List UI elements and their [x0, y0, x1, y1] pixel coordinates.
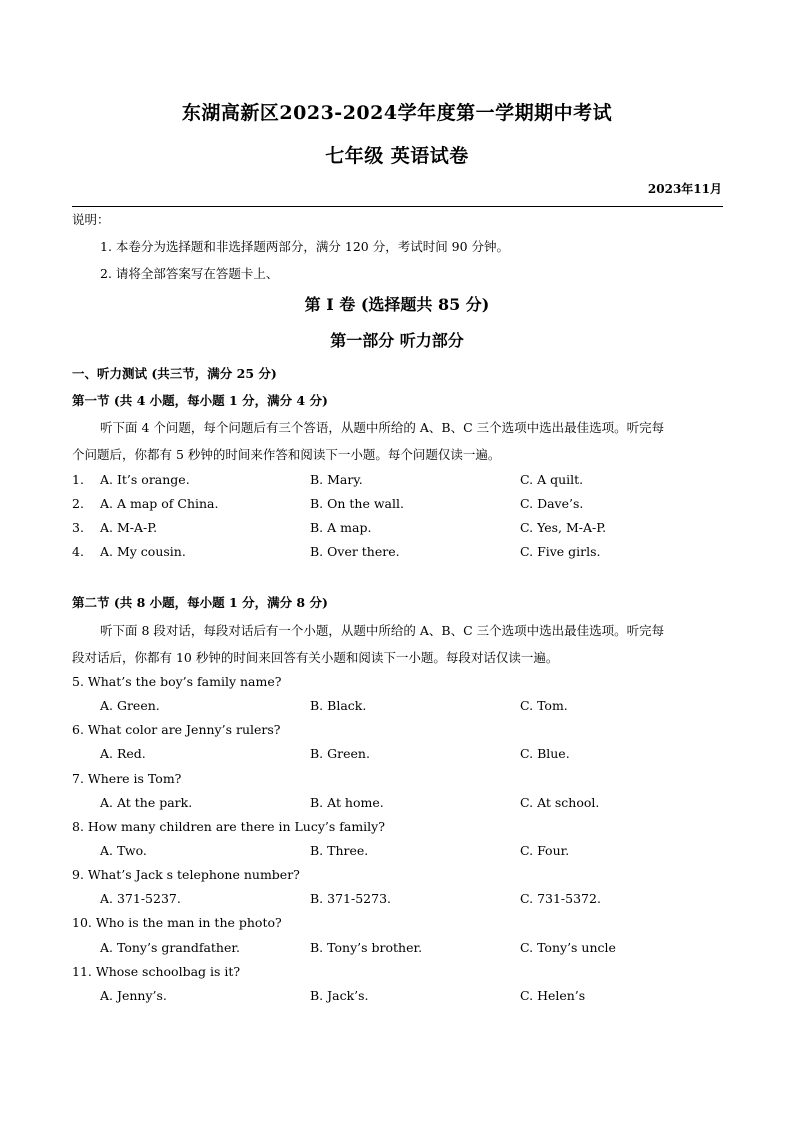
header-divider — [72, 206, 723, 207]
question-stem: 7. Where is Tom? — [72, 771, 182, 786]
options-row — [72, 843, 732, 861]
option-b: B. Over there. — [310, 544, 400, 559]
question-row — [72, 520, 732, 538]
question-number: 4. — [72, 544, 84, 559]
question-stem: 8. How many children are there in Lucy’s family? — [72, 819, 385, 834]
option-a: A. At the park. — [100, 795, 193, 810]
options-row — [72, 891, 732, 909]
options-row — [72, 988, 732, 1006]
options-row — [72, 698, 732, 716]
exam-date: 2023年11月 — [647, 182, 722, 196]
option-a: A. M-A-P. — [100, 520, 158, 535]
option-a: A. Green. — [100, 698, 160, 713]
question-stem: 10. Who is the man in the photo? — [72, 915, 282, 930]
option-a: A. Jenny’s. — [100, 988, 167, 1003]
section2-heading: 第二节 (共 8 小题，每小题 1 分，满分 8 分) — [72, 595, 328, 610]
option-b: B. Green. — [310, 746, 370, 761]
option-c: C. 731-5372. — [520, 891, 601, 906]
question-stem: 6. What color are Jenny’s rulers? — [72, 722, 281, 737]
instruction-item-1: 1. 本卷分为选择题和非选择题两部分，满分 120 分，考试时间 90 分钟。 — [100, 239, 510, 254]
option-a: A. Tony’s grandfather. — [100, 940, 240, 955]
question-stem: 5. What’s the boy’s family name? — [72, 674, 282, 689]
option-b: B. On the wall. — [310, 496, 404, 511]
instructions-label: 说明： — [72, 212, 110, 227]
option-b: B. Mary. — [310, 472, 363, 487]
listening-heading: 一、听力测试 (共三节，满分 25 分) — [72, 366, 277, 381]
option-a: A. Red. — [100, 746, 146, 761]
option-c: C. Yes, M-A-P. — [520, 520, 607, 535]
section2-instruction-line1: 听下面 8 段对话，每段对话后有一个小题，从题中所给的 A、B、C 三个选项中选出最佳选项。听完每 — [100, 623, 665, 638]
option-c: C. At school. — [520, 795, 600, 810]
option-c: C. Dave’s. — [520, 496, 584, 511]
option-c: C. Blue. — [520, 746, 570, 761]
question-number: 2. — [72, 496, 84, 511]
options-row — [72, 746, 732, 764]
question-number: 1. — [72, 472, 84, 487]
part-title: 第一部分 听力部分 — [330, 331, 464, 350]
options-row — [72, 940, 732, 958]
option-c: C. Tony’s uncle — [520, 940, 616, 955]
options-row — [72, 795, 732, 813]
question-stem: 9. What’s Jack s telephone number? — [72, 867, 300, 882]
option-b: B. Tony’s brother. — [310, 940, 423, 955]
option-a: A. Two. — [100, 843, 147, 858]
question-row — [72, 496, 732, 514]
option-b: B. A map. — [310, 520, 372, 535]
instruction-item-2: 2. 请将全部答案写在答题卡上、 — [100, 266, 279, 281]
option-a: A. My cousin. — [100, 544, 186, 559]
question-stem: 11. Whose schoolbag is it? — [72, 964, 241, 979]
option-a: A. It’s orange. — [100, 472, 190, 487]
option-b: B. Black. — [310, 698, 367, 713]
option-c: C. Tom. — [520, 698, 568, 713]
volume-title: 第 I 卷 (选择题共 85 分) — [304, 295, 490, 314]
exam-subtitle: 七年级 英语试卷 — [325, 145, 469, 167]
option-a: A. A map of China. — [100, 496, 219, 511]
question-row — [72, 472, 732, 490]
question-row — [72, 544, 732, 562]
section1-instruction-line1: 听下面 4 个问题，每个问题后有三个答语，从题中所给的 A、B、C 三个选项中选出最佳选项。听完每 — [100, 420, 665, 435]
exam-title: 东湖高新区2023-2024学年度第一学期期中考试 — [181, 102, 613, 124]
option-c: C. Helen’s — [520, 988, 586, 1003]
option-c: C. A quilt. — [520, 472, 584, 487]
option-b: B. At home. — [310, 795, 384, 810]
option-c: C. Four. — [520, 843, 570, 858]
option-a: A. 371-5237. — [100, 891, 181, 906]
section2-instruction-line2: 段对话后，你都有 10 秒钟的时间来回答有关小题和阅读下一小题。每段对话仅读一遍。 — [72, 650, 559, 665]
section1-heading: 第一节 (共 4 小题，每小题 1 分，满分 4 分) — [72, 393, 328, 408]
question-number: 3. — [72, 520, 84, 535]
option-b: B. 371-5273. — [310, 891, 391, 906]
section1-instruction-line2: 个问题后，你都有 5 秒钟的时间来作答和阅读下一小题。每个问题仅读一遍。 — [72, 447, 501, 462]
option-b: B. Three. — [310, 843, 369, 858]
option-b: B. Jack’s. — [310, 988, 369, 1003]
option-c: C. Five girls. — [520, 544, 601, 559]
